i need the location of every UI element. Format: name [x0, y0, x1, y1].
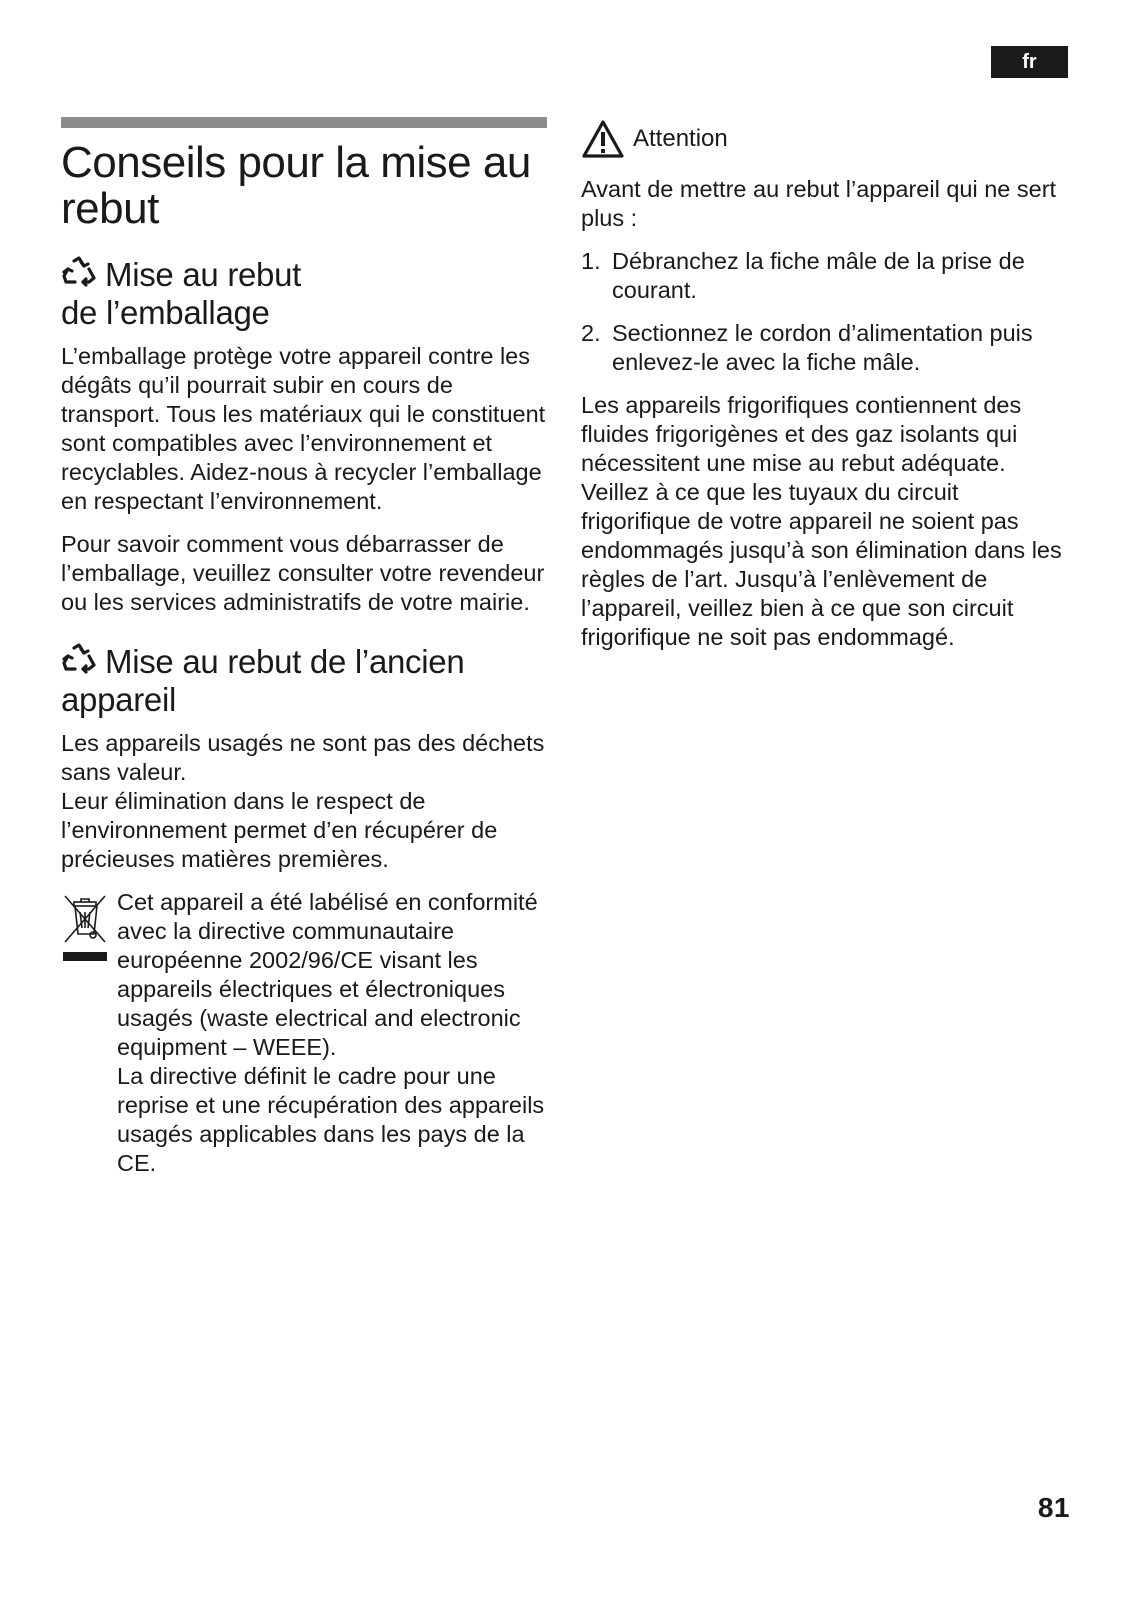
recycle-icon: [61, 643, 97, 675]
old-appliance-heading: [61, 643, 547, 719]
old-appliance-paragraph-line1: Les appareils usagés ne sont pas des déchets sans valeur.: [61, 730, 545, 785]
packaging-paragraph-2: Pour savoir comment vous débarrasser de l’emballage, veuillez consulter votre revendeur ou les services administratifs de votre mairie.: [61, 531, 545, 615]
page-number: 81: [1037, 1492, 1070, 1523]
attention-heading: [581, 117, 1073, 161]
weee-notice: [61, 888, 547, 1178]
step-text: Sectionnez le cordon d’alimentation puis enlevez-le avec la fiche mâle.: [612, 320, 1033, 375]
packaging-heading: [61, 256, 547, 332]
weee-paragraph-2: La directive définit le cadre pour une reprise et une récupération des appareils usagés applicables dans les pays de la CE.: [117, 1063, 545, 1176]
attention-intro: Avant de mettre au rebut l’appareil qui ne sert plus :: [581, 176, 1057, 231]
packaging-section: [61, 256, 547, 617]
attention-steps: [581, 247, 1073, 377]
page-title: Conseils pour la mise au rebut: [61, 138, 531, 233]
crossed-out-wheelie-bin-icon: [61, 888, 109, 968]
packaging-heading-line1: Mise au rebut: [105, 256, 302, 293]
old-appliance-heading-text: Mise au rebut de l’ancien appareil: [61, 643, 465, 718]
packaging-paragraph-1: L’emballage protège votre appareil contre les dégâts qu’il pourrait subir en cours de transport. Tous les matériaux qui le constituent sont compatibles avec l’environnement et recyclables. Aidez-nous à recycler l’emballage en respectant l’environnement.: [61, 343, 546, 514]
attention-heading-text: Attention: [633, 125, 728, 152]
attention-paragraph: Les appareils frigorifiques contiennent des fluides frigorigènes et des gaz isolants qui nécessitent une mise au rebut adéquate. Veillez à ce que les tuyaux du circuit frigorifique de votre appareil ne soient pas endommagés jusqu’à son élimination dans les règles de l’art. Jusqu’à l’enlèvement de l’appareil, veillez bien à ce que son circuit frigorifique ne soit pas endommagé.: [581, 392, 1062, 650]
packaging-heading-line2: de l’emballage: [61, 294, 270, 331]
language-tab: fr: [991, 46, 1068, 78]
left-column: [61, 117, 547, 1178]
recycle-icon: [61, 256, 97, 288]
list-item: [581, 319, 1073, 377]
weee-paragraph-1: Cet appareil a été labélisé en conformité avec la directive communautaire européenne 2002/96/CE visant les appareils électriques et électroniques usagés (waste electrical and electronic equipment – WEEE).: [117, 889, 538, 1060]
list-item: [581, 247, 1073, 305]
step-number: 2.: [581, 320, 601, 346]
warning-triangle-icon: [581, 119, 625, 159]
old-appliance-paragraph: [61, 729, 547, 874]
step-text: Débranchez la fiche mâle de la prise de courant.: [612, 248, 1025, 303]
right-column: [581, 117, 1073, 666]
old-appliance-section: [61, 643, 547, 1178]
title-rule: [61, 117, 547, 128]
weee-text: [117, 888, 547, 1178]
old-appliance-paragraph-line2: Leur élimination dans le respect de l’environnement permet d’en récupérer de précieuses matières premières.: [61, 788, 498, 872]
step-number: 1.: [581, 248, 601, 274]
